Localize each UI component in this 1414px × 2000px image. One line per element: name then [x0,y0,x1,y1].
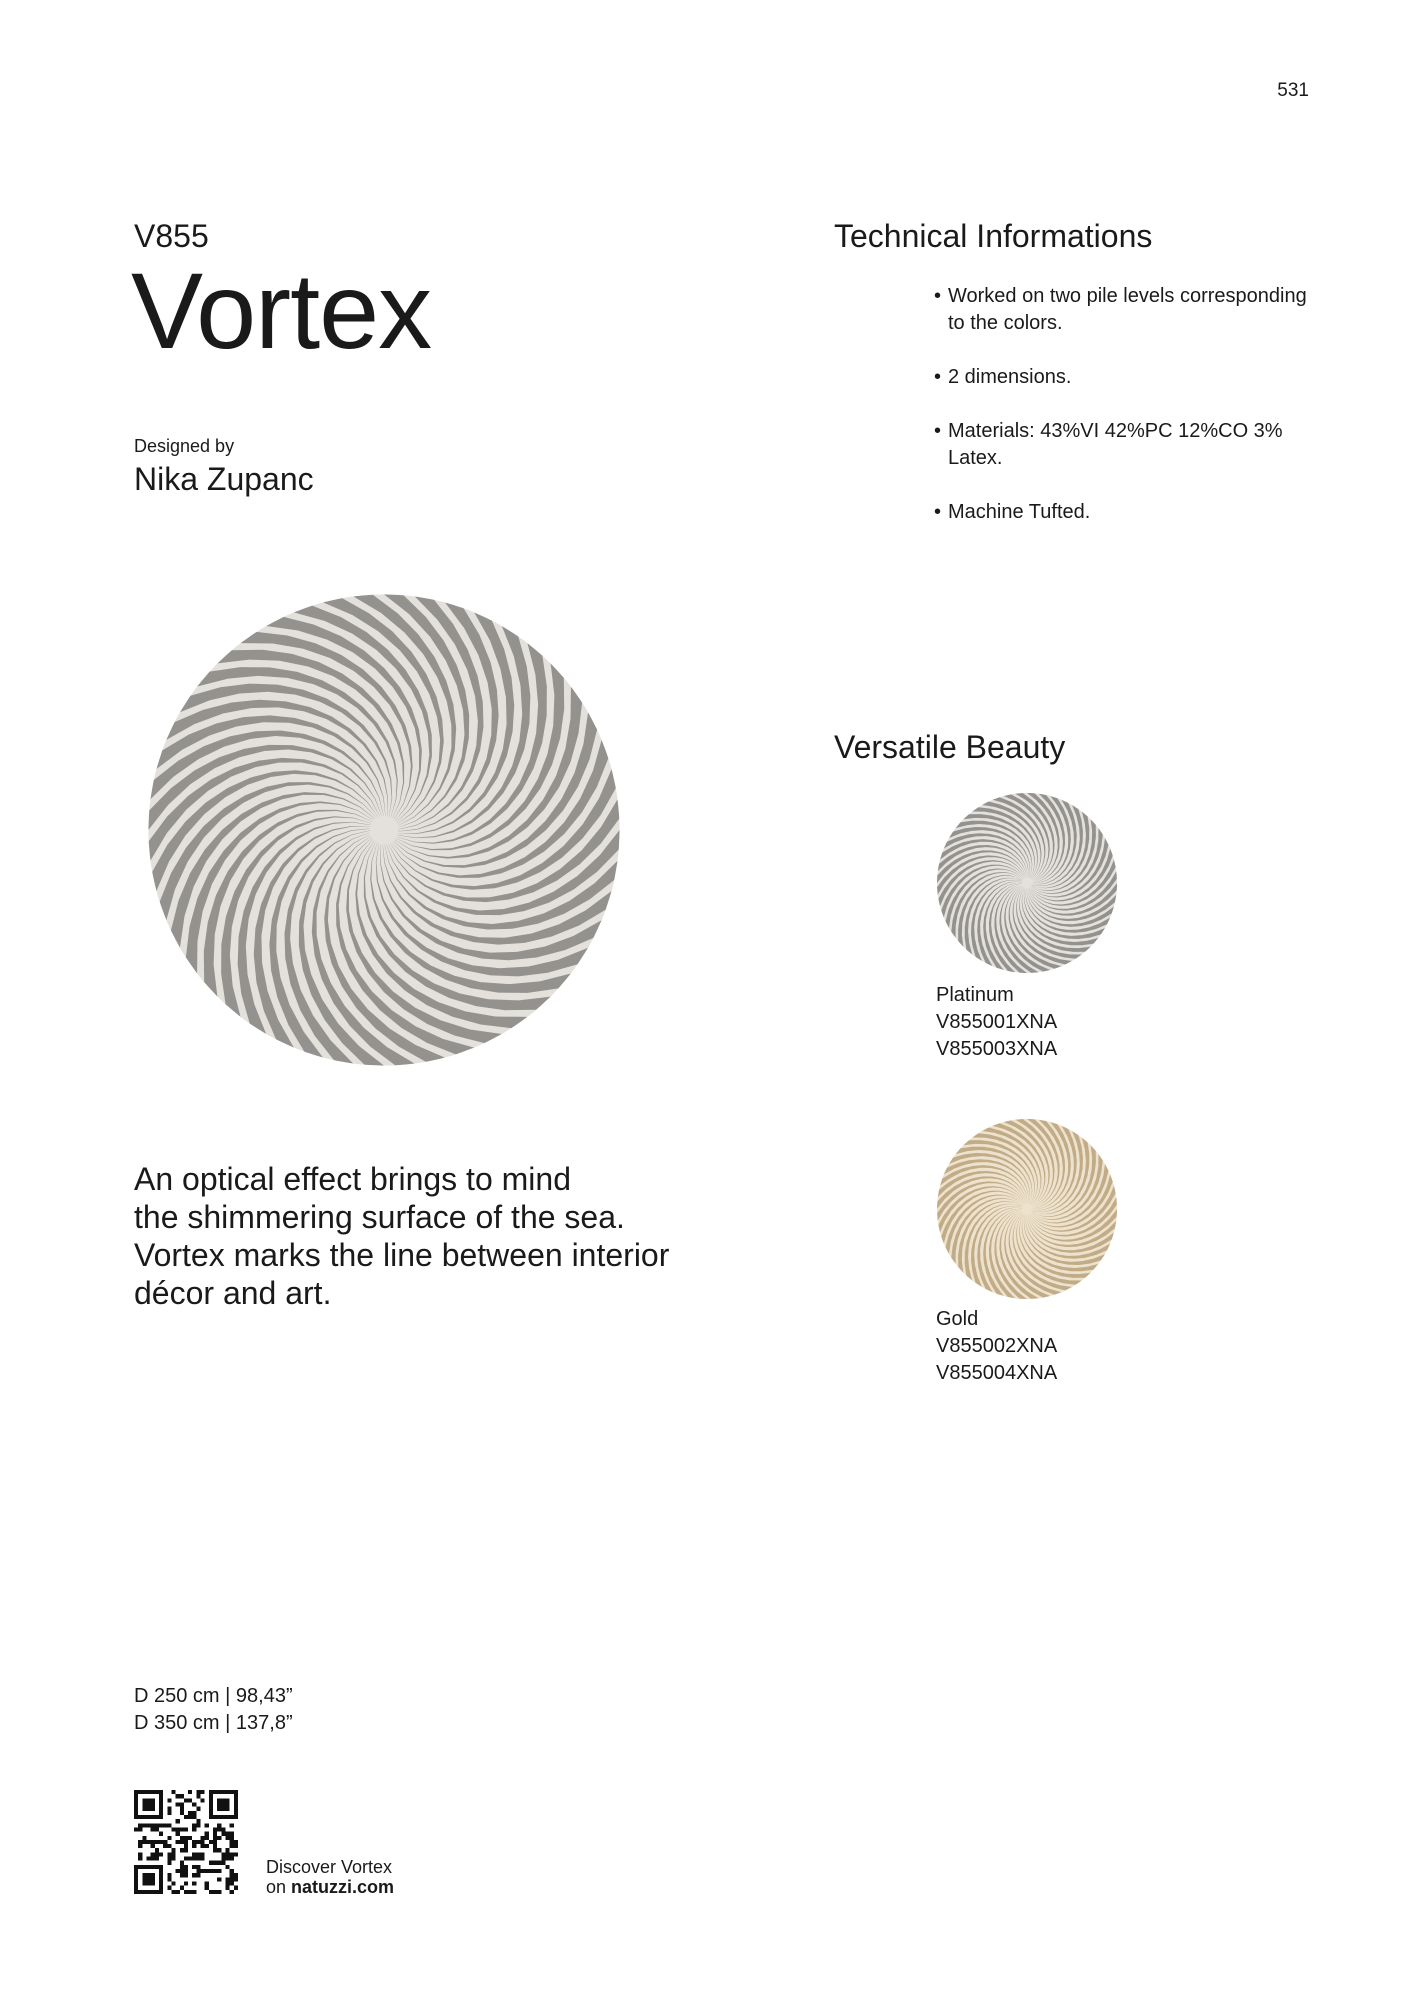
description-line: the shimmering surface of the sea. [134,1199,625,1235]
product-code: V855 [134,218,209,254]
description-line: An optical effect brings to mind [134,1161,571,1197]
technical-item: • Worked on two pile levels corresponding to the colors. [934,283,1314,337]
variant-code: V855004XNA [936,1362,1058,1384]
description-line: décor and art. [134,1275,332,1311]
variant-name: Platinum [936,984,1014,1006]
product-description [134,1160,734,1312]
dimension-line: D 250 cm | 98,43” [134,1685,293,1707]
rug-image-main [146,592,622,1068]
variant-code: V855003XNA [936,1038,1058,1060]
designer-name: Nika Zupanc [134,461,314,497]
qr-code-icon[interactable] [134,1790,238,1894]
technical-item: • Materials: 43%VI 42%PC 12%CO 3% Latex. [934,418,1314,472]
rug-image-gold [936,1118,1118,1300]
variant-platinum [936,982,1057,1063]
product-title: Vortex [131,250,432,371]
variant-code: V855001XNA [936,1011,1058,1033]
discover-line: Discover Vortex [266,1857,393,1877]
technical-item: • Machine Tufted. [934,499,1314,526]
technical-heading: Technical Informations [834,218,1153,254]
dimension-line: D 350 cm | 137,8” [134,1712,293,1734]
technical-item: • 2 dimensions. [934,364,1314,391]
rug-image-platinum [936,792,1118,974]
variant-gold [936,1306,1057,1387]
designed-by-label: Designed by [134,436,235,456]
technical-list [934,283,1314,553]
site-link[interactable]: natuzzi.com [291,1877,395,1897]
versatile-heading: Versatile Beauty [834,729,1066,765]
discover-link[interactable] [266,1857,394,1897]
discover-line: on natuzzi.com [266,1877,395,1897]
dimensions [134,1683,293,1737]
description-line: Vortex marks the line between interior [134,1237,670,1273]
variant-name: Gold [936,1308,979,1330]
page-number: 531 [1277,80,1309,101]
variant-code: V855002XNA [936,1335,1058,1357]
